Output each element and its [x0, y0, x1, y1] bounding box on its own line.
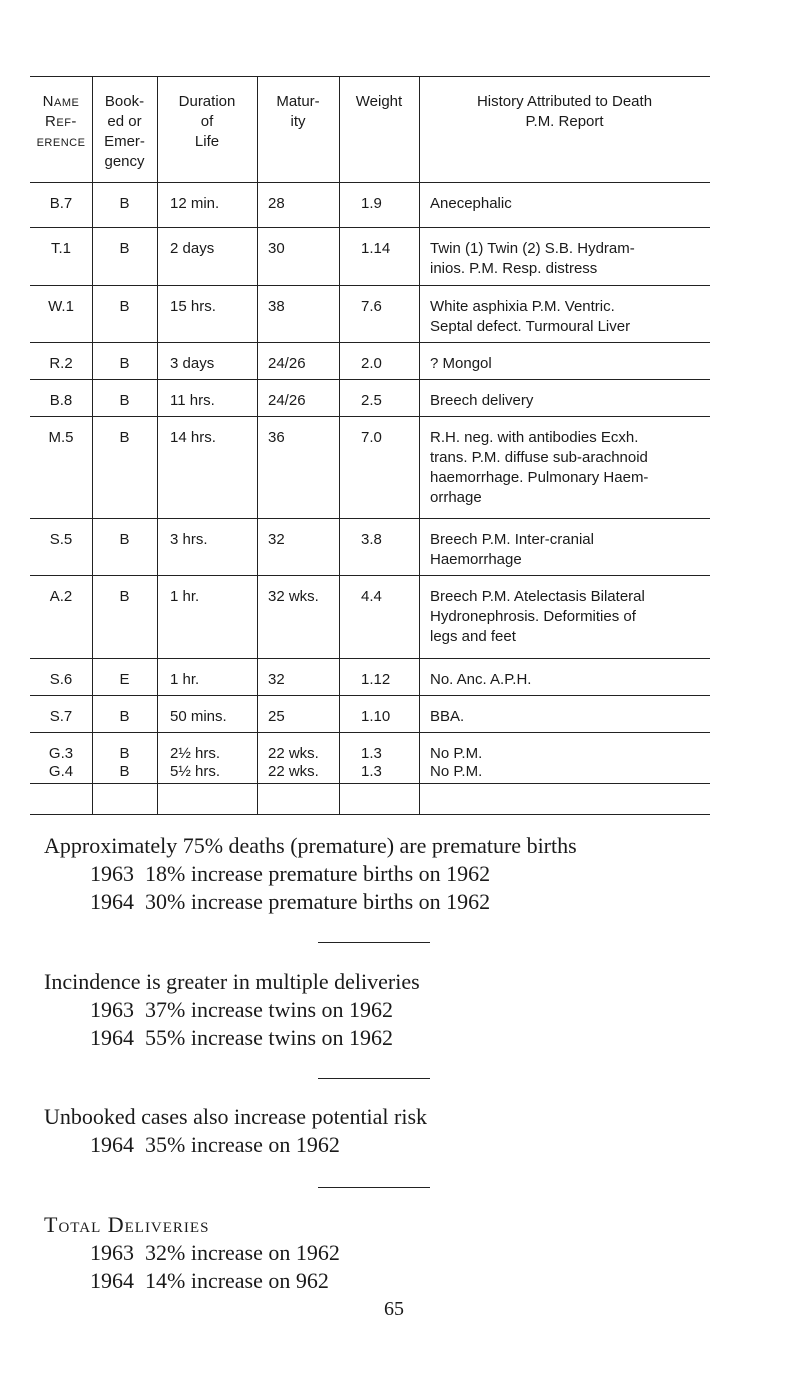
cell-history	[430, 428, 710, 508]
row-divider	[30, 695, 710, 696]
header-booked: Book- ed or Emer- gency	[104, 93, 145, 170]
note-premature-1963: 1963 18% increase premature births on 1962	[90, 861, 491, 886]
cell-name: G.3	[48, 745, 74, 762]
cell-weight: 1.9	[361, 195, 382, 212]
history-line: Breech P.M. Atelectasis Bilateral	[430, 588, 645, 605]
cell-weight: 1.3	[361, 745, 382, 762]
section-rule	[318, 1078, 430, 1079]
cell-weight: 1.10	[361, 708, 391, 725]
history-line: Septal defect. Turmoural Liver	[430, 318, 631, 335]
cell-weight: 7.6	[361, 298, 382, 315]
cell-duration: 2 days	[170, 240, 215, 257]
row-divider	[30, 379, 710, 380]
cell-maturity: 28	[268, 195, 285, 212]
cell-duration: 1 hr.	[170, 588, 200, 605]
cell-weight: 3.8	[361, 531, 382, 548]
note-multiple-heading: Incindence is greater in multiple deliveries	[44, 969, 420, 994]
header-weight: Weight	[355, 93, 403, 110]
cell-duration: 5½ hrs.	[170, 763, 221, 780]
cell-name: B.7	[49, 195, 73, 212]
note-multiple-1963: 1963 37% increase twins on 1962	[90, 997, 394, 1022]
cell-duration: 14 hrs.	[170, 429, 216, 446]
cell-duration: 12 min.	[170, 195, 220, 212]
header-duration: Duration of Life	[178, 93, 236, 150]
row-divider	[30, 416, 710, 417]
cell-history	[430, 587, 710, 647]
history-line: No. Anc. A.P.H.	[430, 671, 532, 688]
history-line: Anecephalic	[430, 195, 512, 212]
history-line: No P.M.	[430, 745, 483, 762]
cell-booked: B	[119, 195, 130, 212]
header-maturity: Matur- ity	[276, 93, 320, 130]
cell-history	[430, 670, 710, 690]
cell-duration: 2½ hrs.	[170, 745, 221, 762]
cell-maturity: 32	[268, 671, 285, 688]
history-line: R.H. neg. with antibodies Ecxh.	[430, 429, 639, 446]
cell-booked: B	[119, 392, 130, 409]
cell-weight: 2.5	[361, 392, 382, 409]
cell-duration: 50 mins.	[170, 708, 227, 725]
cell-weight: 1.14	[361, 240, 391, 257]
cell-maturity: 22 wks.	[268, 745, 319, 762]
cell-maturity: 22 wks.	[268, 763, 319, 780]
cell-name: B.8	[49, 392, 73, 409]
note-unbooked-1964: 1964 35% increase on 1962	[90, 1132, 340, 1157]
column-divider	[419, 77, 420, 814]
cell-name: A.2	[49, 588, 73, 605]
cell-duration: 1 hr.	[170, 671, 200, 688]
cell-duration: 3 days	[170, 355, 215, 372]
cell-maturity: 32 wks.	[268, 588, 319, 605]
cell-maturity: 24/26	[268, 392, 306, 409]
column-divider	[257, 77, 258, 814]
note-premature-1964: 1964 30% increase premature births on 1962	[90, 889, 491, 914]
death-table	[30, 76, 710, 815]
column-divider	[157, 77, 158, 814]
cell-history	[430, 239, 710, 279]
section-rule	[318, 942, 430, 943]
history-line: trans. P.M. diffuse sub-arachnoid	[430, 449, 648, 466]
cell-booked: E	[119, 671, 130, 688]
header-divider	[30, 182, 710, 183]
note-premature-heading: Approximately 75% deaths (premature) are premature births	[44, 833, 577, 858]
cell-booked: B	[119, 240, 130, 257]
history-line: ? Mongol	[430, 355, 492, 372]
note-total-1964: 1964 14% increase on 962	[90, 1268, 329, 1293]
cell-history	[430, 194, 710, 214]
cell-name: W.1	[48, 298, 74, 315]
cell-name: S.5	[49, 531, 73, 548]
cell-history	[430, 354, 710, 374]
note-unbooked-heading: Unbooked cases also increase potential risk	[44, 1104, 428, 1129]
cell-maturity: 24/26	[268, 355, 306, 372]
cell-history	[430, 762, 710, 782]
cell-maturity: 32	[268, 531, 285, 548]
cell-duration: 15 hrs.	[170, 298, 216, 315]
cell-duration: 3 hrs.	[170, 531, 208, 548]
cell-booked: B	[119, 588, 130, 605]
cell-weight: 4.4	[361, 588, 382, 605]
cell-duration: 11 hrs.	[170, 392, 215, 409]
cell-maturity: 36	[268, 429, 285, 446]
row-divider	[30, 518, 710, 519]
history-line: Breech delivery	[430, 392, 534, 409]
row-divider	[30, 783, 710, 784]
cell-booked: B	[119, 429, 130, 446]
cell-booked: B	[119, 745, 130, 762]
cell-booked: B	[119, 298, 130, 315]
cell-name: M.5	[48, 429, 74, 446]
cell-maturity: 30	[268, 240, 285, 257]
cell-maturity: 25	[268, 708, 285, 725]
cell-history	[430, 297, 710, 337]
cell-history	[430, 744, 710, 764]
cell-weight: 1.3	[361, 763, 382, 780]
cell-booked: B	[119, 355, 130, 372]
cell-history	[430, 530, 710, 570]
history-line: White asphixia P.M. Ventric.	[430, 298, 615, 315]
cell-weight: 7.0	[361, 429, 382, 446]
history-line: Hydronephrosis. Deformities of	[430, 608, 636, 625]
history-line: haemorrhage. Pulmonary Haem-	[430, 469, 649, 486]
cell-booked: B	[119, 708, 130, 725]
cell-maturity: 38	[268, 298, 285, 315]
section-rule	[318, 1187, 430, 1188]
history-line: No P.M.	[430, 763, 483, 780]
history-line: Twin (1) Twin (2) S.B. Hydram-	[430, 240, 635, 257]
row-divider	[30, 342, 710, 343]
row-divider	[30, 575, 710, 576]
column-divider	[339, 77, 340, 814]
cell-booked: B	[119, 531, 130, 548]
cell-name: S.7	[49, 708, 73, 725]
cell-weight: 1.12	[361, 671, 391, 688]
cell-history	[430, 707, 710, 727]
note-multiple-1964: 1964 55% increase twins on 1962	[90, 1025, 394, 1050]
row-divider	[30, 285, 710, 286]
note-total-1963: 1963 32% increase on 1962	[90, 1240, 340, 1265]
history-line: Haemorrhage	[430, 551, 522, 568]
cell-weight: 2.0	[361, 355, 382, 372]
history-line: Breech P.M. Inter-cranial	[430, 531, 594, 548]
row-divider	[30, 227, 710, 228]
history-line: BBA.	[430, 708, 465, 725]
header-name: Name Ref- erence	[36, 93, 86, 150]
row-divider	[30, 658, 710, 659]
history-line: orrhage	[430, 489, 482, 506]
page-number: 65	[384, 1298, 404, 1320]
cell-name: S.6	[49, 671, 73, 688]
cell-name: G.4	[48, 763, 74, 780]
cell-history	[430, 391, 710, 411]
header-history: History Attributed to Death P.M. Report	[476, 93, 653, 130]
cell-name: T.1	[50, 240, 71, 257]
history-line: inios. P.M. Resp. distress	[430, 260, 598, 277]
cell-booked: B	[119, 763, 130, 780]
note-total-heading: Total Deliveries	[44, 1212, 210, 1237]
history-line: legs and feet	[430, 628, 516, 645]
cell-name: R.2	[49, 355, 73, 372]
row-divider	[30, 732, 710, 733]
